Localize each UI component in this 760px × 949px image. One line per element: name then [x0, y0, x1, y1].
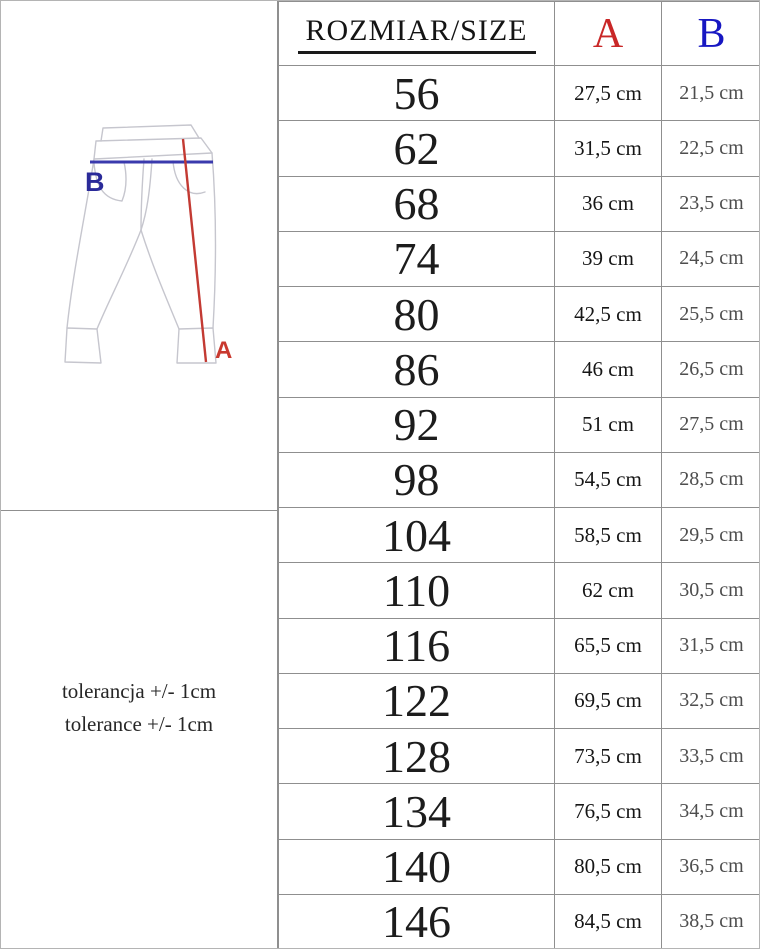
measurement-a-cell: 69,5 cm: [555, 673, 662, 728]
measurement-b-cell: 21,5 cm: [662, 66, 760, 121]
table-row: [279, 839, 760, 894]
size-cell: 80: [279, 287, 555, 342]
tolerance-note: [1, 675, 277, 741]
size-cell: 98: [279, 452, 555, 507]
table-row: [279, 563, 760, 618]
table-row: [279, 729, 760, 784]
size-cell: 122: [279, 673, 555, 728]
table-row: [279, 618, 760, 673]
table-row: [279, 66, 760, 121]
size-cell: 56: [279, 66, 555, 121]
measurement-b-cell: 34,5 cm: [662, 784, 760, 839]
table-row: [279, 894, 760, 949]
size-cell: 134: [279, 784, 555, 839]
measurement-a-cell: 42,5 cm: [555, 287, 662, 342]
measurement-a-cell: 51 cm: [555, 397, 662, 452]
column-header-size-label: ROZMIAR/SIZE: [298, 14, 536, 54]
table-row: [279, 673, 760, 728]
size-cell: 104: [279, 508, 555, 563]
measurement-a-cell: 58,5 cm: [555, 508, 662, 563]
table-row: [279, 508, 760, 563]
size-cell: 110: [279, 563, 555, 618]
measurement-a-cell: 39 cm: [555, 231, 662, 286]
table-row: [279, 287, 760, 342]
table-row: [279, 342, 760, 397]
diagram-panel: [1, 1, 278, 948]
measurement-b-cell: 22,5 cm: [662, 121, 760, 176]
table-row: [279, 231, 760, 286]
measurement-b-cell: 26,5 cm: [662, 342, 760, 397]
table-row: [279, 397, 760, 452]
size-cell: 74: [279, 231, 555, 286]
measurement-a-cell: 36 cm: [555, 176, 662, 231]
column-header-a: A: [555, 2, 662, 66]
measurement-b-cell: 30,5 cm: [662, 563, 760, 618]
table-row: [279, 176, 760, 231]
size-cell: 140: [279, 839, 555, 894]
measurement-a-cell: 31,5 cm: [555, 121, 662, 176]
measurement-a-cell: 76,5 cm: [555, 784, 662, 839]
measurement-a-cell: 84,5 cm: [555, 894, 662, 949]
size-cell: 128: [279, 729, 555, 784]
measurement-b-cell: 32,5 cm: [662, 673, 760, 728]
size-table: [278, 1, 760, 949]
column-header-b: B: [662, 2, 760, 66]
panel-divider-line: [1, 510, 278, 511]
table-row: [279, 452, 760, 507]
measurement-b-cell: 29,5 cm: [662, 508, 760, 563]
measurement-b-cell: 24,5 cm: [662, 231, 760, 286]
diagram-label-a: A: [215, 337, 233, 364]
measurement-b-cell: 23,5 cm: [662, 176, 760, 231]
measurement-b-cell: 27,5 cm: [662, 397, 760, 452]
measurement-b-cell: 28,5 cm: [662, 452, 760, 507]
diagram-label-b: B: [85, 167, 105, 197]
measurement-a-cell: 54,5 cm: [555, 452, 662, 507]
measurement-b-cell: 31,5 cm: [662, 618, 760, 673]
size-cell: 62: [279, 121, 555, 176]
measurement-a-cell: 46 cm: [555, 342, 662, 397]
size-cell: 68: [279, 176, 555, 231]
measurement-a-cell: 73,5 cm: [555, 729, 662, 784]
tolerance-line-pl: tolerancja +/- 1cm: [61, 679, 217, 703]
measurement-a-cell: 62 cm: [555, 563, 662, 618]
size-cell: 116: [279, 618, 555, 673]
measurement-b-cell: 38,5 cm: [662, 894, 760, 949]
size-cell: 86: [279, 342, 555, 397]
measurement-b-cell: 25,5 cm: [662, 287, 760, 342]
size-cell: 146: [279, 894, 555, 949]
measurement-a-cell: 65,5 cm: [555, 618, 662, 673]
size-cell: 92: [279, 397, 555, 452]
tolerance-line-en: tolerance +/- 1cm: [64, 712, 214, 736]
measurement-b-cell: 33,5 cm: [662, 729, 760, 784]
pants-diagram: [41, 116, 251, 381]
table-row: [279, 784, 760, 839]
measurement-a-cell: 80,5 cm: [555, 839, 662, 894]
table-header-row: [279, 2, 760, 66]
column-header-size: [279, 2, 555, 66]
measurement-a-cell: 27,5 cm: [555, 66, 662, 121]
measurement-b-cell: 36,5 cm: [662, 839, 760, 894]
table-row: [279, 121, 760, 176]
